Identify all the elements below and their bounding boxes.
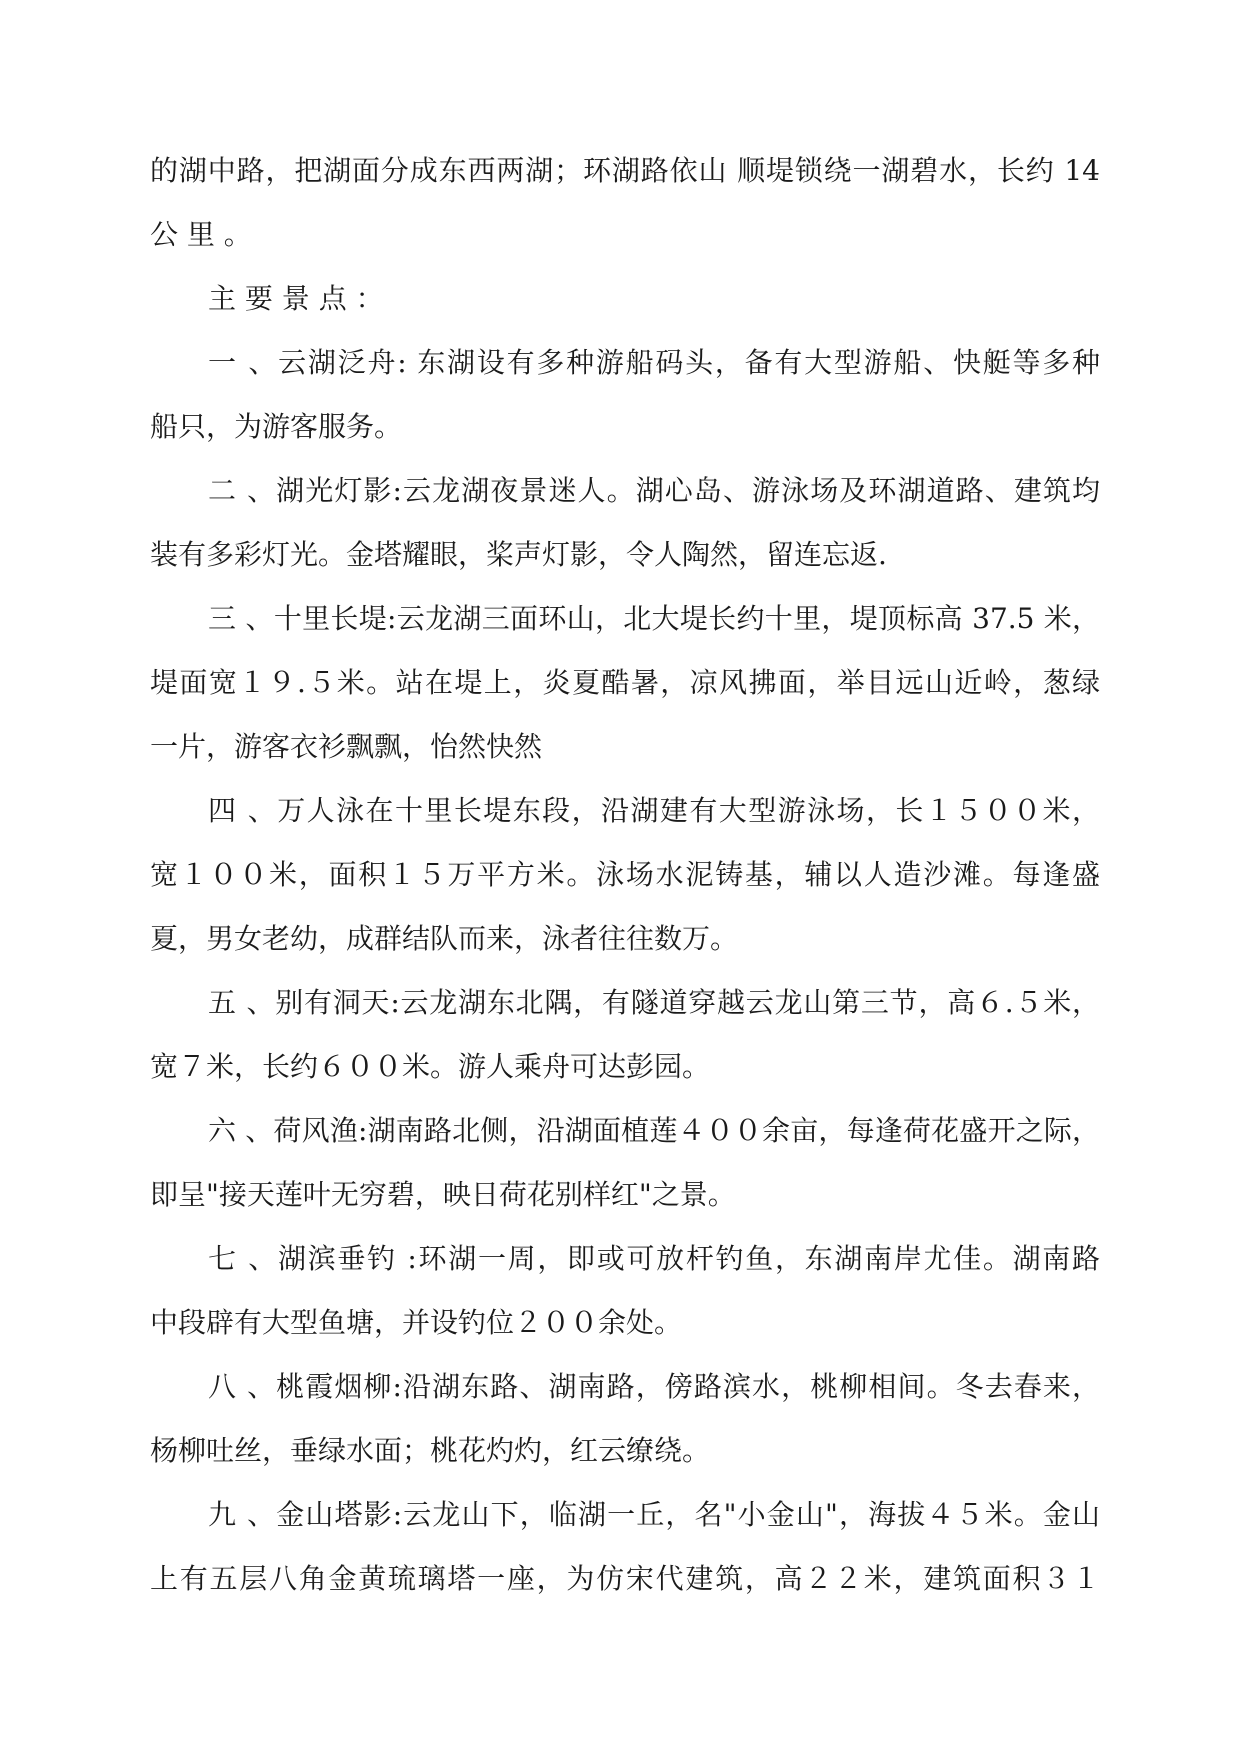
- text-line: 杨柳吐丝，垂绿水面；桃花灼灼，红云缭绕。: [150, 1434, 711, 1467]
- text-line: 夏，男女老幼，成群结队而来，泳者往往数万。: [150, 922, 739, 955]
- text-line: 四 、万人泳在十里长堤东段，沿湖建有大型游泳场，长１５００米，: [208, 794, 1100, 827]
- text-line: 的湖中路，把湖面分成东西两湖；环湖路依山 顺堤锁绕一湖碧水，长约 14: [150, 154, 1100, 187]
- text-line: 一片，游客衣衫飘飘，怡然快然: [150, 730, 543, 763]
- text-line: 中段辟有大型鱼塘，并设钓位２００余处。: [150, 1306, 683, 1339]
- text-line: 八 、桃霞烟柳:沿湖东路、湖南路，傍路滨水，桃柳相间。冬去春来，: [208, 1370, 1100, 1403]
- text-line: 主 要 景 点 ：: [208, 282, 384, 315]
- text-line: 宽１００米，面积１５万平方米。泳场水泥铸基，辅以人造沙滩。每逢盛: [150, 858, 1100, 891]
- text-line: 一 、云湖泛舟: 东湖设有多种游船码头，备有大型游船、快艇等多种: [208, 346, 1100, 379]
- text-line: 堤面宽１９.５米。站在堤上，炎夏酷暑，凉风拂面，举目远山近岭，葱绿: [150, 666, 1100, 699]
- text-line: 装有多彩灯光。金塔耀眼，桨声灯影，令人陶然，留连忘返.: [150, 538, 887, 571]
- text-line: 公 里 。: [150, 218, 252, 251]
- text-line: 五 、别有洞天:云龙湖东北隅，有隧道穿越云龙山第三节，高６.５米，: [208, 986, 1100, 1019]
- text-line: 即呈"接天莲叶无穷碧，映日荷花别样红"之景。: [150, 1178, 736, 1211]
- text-line: 九 、金山塔影:云龙山下，临湖一丘，名"小金山"，海拔４５米。金山: [208, 1498, 1100, 1531]
- text-line: 三 、十里长堤:云龙湖三面环山，北大堤长约十里，堤顶标高 37.5 米，: [208, 602, 1100, 635]
- text-line: 二 、湖光灯影:云龙湖夜景迷人。湖心岛、游泳场及环湖道路、建筑均: [208, 474, 1100, 507]
- document-body: [150, 150, 1100, 1622]
- text-line: 上有五层八角金黄琉璃塔一座，为仿宋代建筑，高２２米，建筑面积３１: [150, 1562, 1100, 1595]
- text-line: 船只，为游客服务。: [150, 410, 403, 443]
- text-line: 宽７米，长约６００米。游人乘舟可达彭园。: [150, 1050, 711, 1083]
- text-line: 六 、荷风渔:湖南路北侧，沿湖面植莲４００余亩，每逢荷花盛开之际，: [208, 1114, 1100, 1147]
- text-line: 七 、湖滨垂钓 :环湖一周，即或可放杆钓鱼，东湖南岸尤佳。湖南路: [208, 1242, 1100, 1275]
